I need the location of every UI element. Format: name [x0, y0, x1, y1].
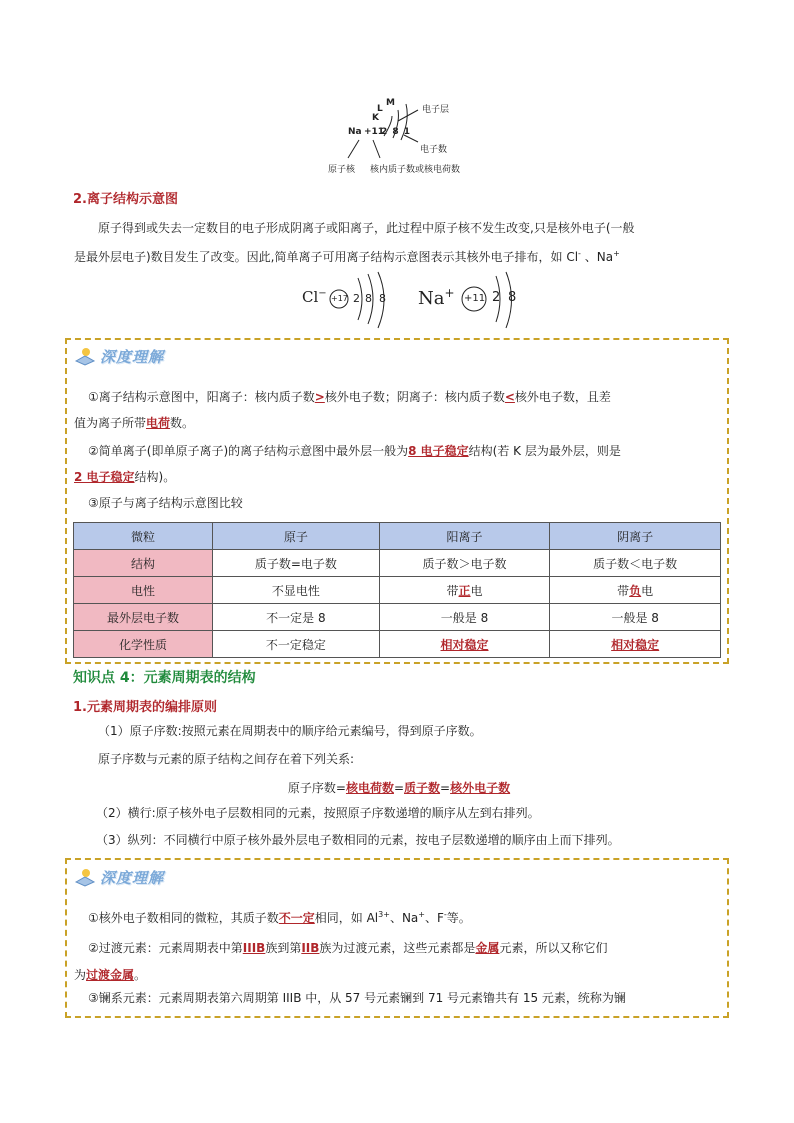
box1-item1-gt: >	[314, 390, 325, 404]
table-cell: 不一定是 8	[213, 604, 380, 631]
box1-item2-2-stable: 2 电子稳定	[74, 470, 135, 484]
cl-shell-3: 8	[379, 292, 386, 305]
kp4-p2: 原子序数与元素的原子结构之间存在着下列关系:	[98, 752, 355, 766]
cl-superscript: -	[578, 249, 581, 258]
box2-item2-text-b: 族到第	[265, 941, 302, 955]
box1-item1-charge: 电荷	[146, 416, 171, 430]
cell-text: 带	[617, 583, 630, 598]
na-symbol-sup: +	[444, 286, 455, 300]
box2-item2-metal: 金属	[475, 941, 500, 955]
table-cell: 质子数＜电子数	[550, 550, 721, 577]
box2-item2-text-c: 族为过渡元素，这些元素都是	[319, 941, 476, 955]
kp4-p1: （1）原子序数:按照元素在周期表中的顺序给元素编号，得到原子序数。	[98, 724, 482, 738]
table-row-label: 结构	[74, 550, 213, 577]
box2-item2-iiib: IIIB	[242, 941, 266, 955]
na-shell-2: 8	[508, 290, 517, 305]
table-header-cell: 微粒	[74, 523, 213, 550]
box1-item1-lt: <	[504, 390, 515, 404]
box2-item2-text-d: 元素，所以又称它们	[499, 941, 608, 955]
badge-title: 深度理解	[100, 869, 165, 887]
cell-text: 电	[641, 583, 654, 598]
table-cell: 不显电性	[213, 577, 380, 604]
box2-item1-not-necessarily: 不一定	[278, 911, 315, 925]
box2-item1-text-e: 等。	[446, 911, 471, 925]
cl-nucleus: +17	[331, 294, 348, 303]
na-ion-superscript: +	[418, 910, 425, 919]
kp4-p4: （3）纵列：不同横行中原子核外最外层电子数相同的元素，按电子层数递增的顺序由上而下排列。	[96, 833, 620, 847]
box2-item1-text-d: 、F	[424, 911, 444, 925]
comparison-table	[73, 522, 721, 658]
kp4-title: 知识点 4：元素周期表的结构	[73, 670, 256, 686]
table-row	[74, 604, 721, 631]
table-cell: 不一定稳定	[213, 631, 380, 658]
box2-item1-text-c: 、Na	[389, 911, 419, 925]
table-header-cell: 阴离子	[550, 523, 721, 550]
box2-item1-text-a: ①核外电子数相同的微粒，其质子数	[88, 911, 279, 925]
box1-item2-8-stable: 8 电子稳定	[408, 444, 469, 458]
cell-positive: 正	[458, 583, 471, 598]
table-cell: 质子数＞电子数	[379, 550, 550, 577]
box1-item1-text-e: 数。	[170, 416, 195, 430]
atom-label-shell: 电子层	[422, 105, 450, 115]
ion-diagram-na	[418, 270, 528, 330]
box2-item2	[74, 935, 724, 989]
eq-atomic-number: 原子序数=	[287, 781, 346, 795]
box2-item3: ③镧系元素：元素周期表第六周期第 IIIB 中，从 57 号元素镧到 71 号元素镥共有 15 元素，统称为镧	[88, 991, 626, 1005]
box1-item1	[74, 384, 724, 436]
table-cell: 相对稳定	[550, 631, 721, 658]
f-superscript: -	[443, 910, 447, 919]
atom-shell-letter-m: M	[386, 98, 395, 108]
table-cell: 质子数=电子数	[213, 550, 380, 577]
cl-symbol-sup: −	[318, 288, 327, 299]
atom-label-nucleus: 原子核	[328, 165, 356, 175]
eq-nuclear-charge: 核电荷数	[345, 781, 394, 795]
eq-equals: =	[393, 781, 405, 795]
eq-electrons: 核外电子数	[450, 781, 511, 795]
table-cell	[379, 577, 550, 604]
table-header-cell: 阳离子	[379, 523, 550, 550]
na-superscript: +	[613, 249, 620, 258]
box2-item1-text-b: 相同，如 Al	[314, 911, 379, 925]
cl-shell-2: 8	[365, 292, 372, 305]
atom-shell-counts: 2 8 1	[381, 127, 412, 137]
deep-understanding-badge-1	[74, 345, 194, 367]
box1-item2-text-c: 结构)。	[134, 470, 176, 484]
atom-symbol: Na	[348, 127, 362, 137]
table-row	[74, 631, 721, 658]
book-icon	[74, 345, 100, 367]
kp4-equation	[74, 779, 724, 796]
na-shell-1: 2	[492, 290, 501, 305]
box1-item3: ③原子与离子结构示意图比较	[88, 496, 243, 510]
section2-line1: 原子得到或失去一定数目的电子形成阴离子或阳离子，此过程中原子核不发生改变,只是核外电子(一般	[98, 221, 635, 235]
book-icon	[74, 866, 100, 888]
box2-item2-text-f: 。	[134, 968, 147, 982]
cl-shell-1: 2	[353, 292, 360, 305]
box2-item2-text-e: 为	[74, 968, 87, 982]
table-row-label: 化学性质	[74, 631, 213, 658]
atom-shell-letter-l: L	[377, 104, 383, 114]
cell-text: 带	[446, 583, 459, 598]
na-nucleus: +11	[464, 293, 486, 304]
section-title-ion-diagram: 2.离子结构示意图	[73, 192, 178, 207]
table-header-row	[74, 523, 721, 550]
box1-item2-text-b: 结构(若 K 层为最外层，则是	[468, 444, 621, 458]
atom-label-electrons: 电子数	[420, 145, 448, 155]
atom-shell-letter-k: K	[372, 113, 379, 123]
deep-understanding-badge-2	[74, 866, 194, 888]
box1-item2	[74, 438, 724, 490]
box2-item2-text-a: ②过渡元素：元素周期表中第	[88, 941, 243, 955]
badge-title: 深度理解	[100, 348, 165, 366]
atom-diagram	[328, 96, 500, 178]
table-cell: 相对稳定	[379, 631, 550, 658]
section2-line2-text: 是最外层电子)数目发生了改变。因此,简单离子可用离子结构示意图表示其核外电子排布，如 Cl	[74, 250, 579, 264]
box1-item1-text-c: 核外电子数，且差	[514, 390, 611, 404]
table-cell: 一般是 8	[379, 604, 550, 631]
box1-item1-text-d: 值为离子所带	[74, 416, 147, 430]
table-row	[74, 577, 721, 604]
eq-protons: 质子数	[404, 781, 441, 795]
cell-text: 电	[470, 583, 483, 598]
table-row-label: 最外层电子数	[74, 604, 213, 631]
kp4-subtitle: 1.元素周期表的编排原则	[73, 700, 217, 715]
na-symbol-text: Na	[418, 288, 445, 309]
table-row	[74, 550, 721, 577]
ion-diagram-cl	[300, 270, 400, 330]
table-row-label: 电性	[74, 577, 213, 604]
box2-item2-transition-metal: 过渡金属	[86, 968, 135, 982]
box1-item1-text-a: ①离子结构示意图中，阳离子：核内质子数	[88, 390, 315, 404]
box2-item1	[74, 908, 724, 925]
box2-item2-iib: IIB	[301, 941, 320, 955]
cl-symbol-text: Cl	[302, 288, 319, 306]
section2-line2	[74, 241, 724, 270]
atom-label-charge: 核内质子数或核电荷数	[370, 165, 461, 175]
section2-line2-na: 、Na	[584, 250, 614, 264]
table-cell	[550, 577, 721, 604]
atom-nucleus: +11	[364, 127, 385, 137]
box1-item1-text-b: 核外电子数；阴离子：核内质子数	[324, 390, 505, 404]
kp4-p3: （2）横行:原子核外电子层数相同的元素，按照原子序数递增的顺序从左到右排列。	[96, 806, 540, 820]
section2-paragraph	[74, 215, 724, 270]
al-superscript: 3+	[378, 910, 390, 919]
table-header-cell: 原子	[213, 523, 380, 550]
cell-negative: 负	[629, 583, 642, 598]
box1-item2-text-a: ②简单离子(即单原子离子)的离子结构示意图中最外层一般为	[88, 444, 409, 458]
table-cell: 一般是 8	[550, 604, 721, 631]
eq-equals: =	[440, 781, 451, 795]
